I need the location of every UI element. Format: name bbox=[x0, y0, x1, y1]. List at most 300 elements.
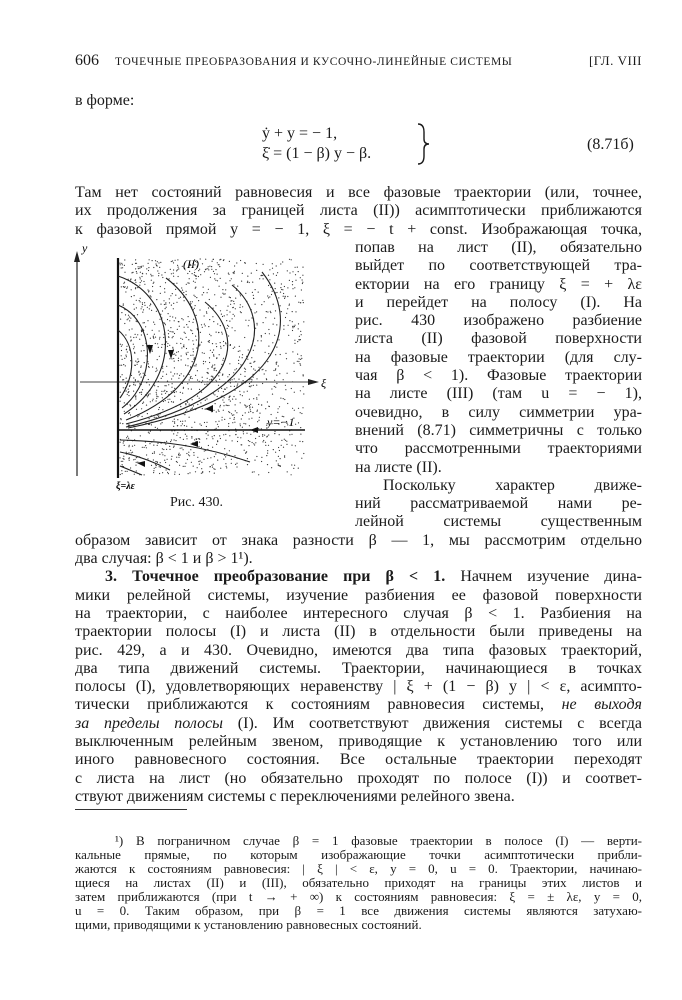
stipple-dot bbox=[292, 288, 293, 289]
stipple-dot bbox=[160, 262, 161, 263]
stipple-dot bbox=[276, 362, 277, 363]
stipple-dot bbox=[120, 474, 121, 475]
stipple-dot bbox=[245, 320, 246, 321]
stipple-dot bbox=[186, 438, 187, 439]
stipple-dot bbox=[149, 308, 150, 309]
stipple-dot bbox=[173, 331, 174, 332]
stipple-dot bbox=[153, 322, 154, 323]
stipple-dot bbox=[247, 359, 248, 360]
stipple-dot bbox=[297, 361, 298, 362]
stipple-dot bbox=[214, 273, 215, 274]
stipple-dot bbox=[176, 270, 177, 271]
footnote-line: кальные прямые, по которым изображающие точки асимптотически прибли- bbox=[75, 847, 642, 862]
stipple-dot bbox=[136, 307, 137, 308]
stipple-dot bbox=[130, 450, 131, 451]
stipple-dot bbox=[197, 467, 198, 468]
stipple-dot bbox=[219, 264, 220, 265]
stipple-dot bbox=[234, 347, 235, 348]
stipple-dot bbox=[210, 277, 211, 278]
stipple-dot bbox=[173, 354, 174, 355]
stipple-dot bbox=[125, 355, 126, 356]
stipple-dot bbox=[157, 265, 158, 266]
stipple-dot bbox=[196, 276, 197, 277]
stipple-dot bbox=[178, 276, 179, 277]
stipple-dot bbox=[276, 364, 277, 365]
text-line: чая β < 1). Фазовые траектории bbox=[355, 367, 642, 384]
text-segment: за пределы полосы bbox=[75, 714, 224, 732]
stipple-dot bbox=[286, 441, 287, 442]
stipple-dot bbox=[153, 267, 154, 268]
stipple-dot bbox=[192, 399, 193, 400]
stipple-dot bbox=[124, 445, 125, 446]
stipple-dot bbox=[129, 320, 130, 321]
stipple-dot bbox=[131, 289, 132, 290]
stipple-dot bbox=[259, 417, 260, 418]
stipple-dot bbox=[233, 301, 234, 302]
stipple-dot bbox=[261, 461, 262, 462]
stipple-dot bbox=[120, 392, 121, 393]
stipple-dot bbox=[161, 452, 162, 453]
stipple-dot bbox=[154, 451, 155, 452]
stipple-dot bbox=[201, 392, 202, 393]
stipple-dot bbox=[282, 261, 283, 262]
stipple-dot bbox=[302, 275, 303, 276]
stipple-dot bbox=[151, 310, 152, 311]
stipple-dot bbox=[136, 470, 137, 471]
stipple-dot bbox=[253, 295, 254, 296]
stipple-dot bbox=[136, 337, 137, 338]
trajectory bbox=[118, 276, 165, 414]
text-line: рис. 429, а и 430. Очевидно, имеются два типа фазовых траекторий, bbox=[75, 641, 642, 659]
stipple-dot bbox=[276, 347, 277, 348]
stipple-dot bbox=[253, 385, 254, 386]
stipple-dot bbox=[155, 464, 156, 465]
stipple-dot bbox=[123, 458, 124, 459]
stipple-dot bbox=[268, 353, 269, 354]
stipple-dot bbox=[227, 306, 228, 307]
stipple-dot bbox=[163, 371, 164, 372]
stipple-dot bbox=[301, 355, 302, 356]
stipple-dot bbox=[167, 319, 168, 320]
stipple-dot bbox=[185, 463, 186, 464]
stipple-dot bbox=[255, 304, 256, 305]
text-line: на листе (III) (там u = − 1), bbox=[355, 385, 642, 403]
stipple-dot bbox=[249, 441, 250, 442]
text-line: ектории на его границу ξ = + λε bbox=[355, 275, 642, 293]
stipple-dot bbox=[158, 409, 159, 410]
stipple-dot bbox=[131, 452, 132, 453]
stipple-dot bbox=[153, 459, 154, 460]
text-line: что рассмотренными траекториями bbox=[355, 440, 642, 458]
stipple-dot bbox=[265, 352, 266, 353]
stipple-dot bbox=[158, 414, 159, 415]
stipple-dot bbox=[182, 421, 183, 422]
stipple-dot bbox=[278, 365, 279, 366]
stipple-dot bbox=[232, 399, 233, 400]
stipple-dot bbox=[269, 333, 270, 334]
stipple-dot bbox=[176, 343, 177, 344]
stipple-dot bbox=[188, 454, 189, 455]
stipple-dot bbox=[223, 410, 224, 411]
stipple-dot bbox=[141, 330, 142, 331]
stipple-dot bbox=[186, 354, 187, 355]
stipple-dot bbox=[237, 385, 238, 386]
stipple-dot bbox=[228, 405, 229, 406]
stipple-dot bbox=[207, 268, 208, 269]
stipple-dot bbox=[191, 462, 192, 463]
chapter-label: [ГЛ. VIII bbox=[588, 53, 642, 68]
stipple-dot bbox=[202, 352, 203, 353]
stipple-dot bbox=[267, 295, 268, 296]
stipple-dot bbox=[261, 336, 262, 337]
stipple-dot bbox=[157, 462, 158, 463]
stipple-dot bbox=[166, 374, 167, 375]
stipple-dot bbox=[159, 338, 160, 339]
stipple-dot bbox=[162, 472, 163, 473]
stipple-dot bbox=[289, 434, 290, 435]
stipple-dot bbox=[141, 334, 142, 335]
stipple-dot bbox=[150, 295, 151, 296]
stipple-dot bbox=[148, 270, 149, 271]
stipple-dot bbox=[217, 460, 218, 461]
stipple-dot bbox=[163, 300, 164, 301]
stipple-dot bbox=[197, 370, 198, 371]
stipple-dot bbox=[276, 383, 277, 384]
stipple-dot bbox=[284, 457, 285, 458]
stipple-dot bbox=[123, 441, 124, 442]
stipple-dot bbox=[235, 298, 236, 299]
stipple-dot bbox=[155, 263, 156, 264]
stipple-dot bbox=[228, 326, 229, 327]
stipple-dot bbox=[249, 425, 250, 426]
stipple-dot bbox=[231, 300, 232, 301]
stipple-dot bbox=[187, 352, 188, 353]
stipple-dot bbox=[166, 385, 167, 386]
stipple-dot bbox=[170, 331, 171, 332]
stipple-dot bbox=[250, 411, 251, 412]
stipple-dot bbox=[154, 417, 155, 418]
stipple-dot bbox=[262, 436, 263, 437]
stipple-dot bbox=[298, 468, 299, 469]
stipple-dot bbox=[235, 464, 236, 465]
stipple-dot bbox=[244, 450, 245, 451]
stipple-dot bbox=[270, 311, 271, 312]
stipple-dot bbox=[255, 438, 256, 439]
stipple-dot bbox=[168, 333, 169, 334]
stipple-dot bbox=[231, 278, 232, 279]
stipple-dot bbox=[119, 263, 120, 264]
stipple-dot bbox=[211, 376, 212, 377]
stipple-dot bbox=[283, 293, 284, 294]
stipple-dot bbox=[171, 401, 172, 402]
stipple-dot bbox=[129, 445, 130, 446]
stipple-dot bbox=[295, 274, 296, 275]
stipple-dot bbox=[178, 454, 179, 455]
stipple-dot bbox=[223, 459, 224, 460]
stipple-dot bbox=[225, 283, 226, 284]
stipple-dot bbox=[223, 341, 224, 342]
stipple-dot bbox=[276, 460, 277, 461]
stipple-dot bbox=[220, 297, 221, 298]
stipple-dot bbox=[127, 319, 128, 320]
stipple-dot bbox=[183, 375, 184, 376]
stipple-dot bbox=[246, 433, 247, 434]
stipple-dot bbox=[213, 410, 214, 411]
stipple-dot bbox=[122, 464, 123, 465]
stipple-dot bbox=[177, 265, 178, 266]
stipple-dot bbox=[219, 406, 220, 407]
stipple-dot bbox=[164, 455, 165, 456]
stipple-dot bbox=[258, 367, 259, 368]
stipple-dot bbox=[135, 396, 136, 397]
stipple-dot bbox=[273, 324, 274, 325]
stipple-dot bbox=[147, 334, 148, 335]
stipple-dot bbox=[164, 385, 165, 386]
stipple-dot bbox=[256, 323, 257, 324]
stipple-dot bbox=[298, 271, 299, 272]
stipple-dot bbox=[130, 279, 131, 280]
stipple-dot bbox=[244, 262, 245, 263]
stipple-dot bbox=[254, 444, 255, 445]
stipple-dot bbox=[199, 389, 200, 390]
stipple-dot bbox=[178, 268, 179, 269]
stipple-dot bbox=[209, 319, 210, 320]
stipple-dot bbox=[278, 297, 279, 298]
stipple-dot bbox=[171, 358, 172, 359]
stipple-dot bbox=[141, 377, 142, 378]
stipple-dot bbox=[220, 348, 221, 349]
stipple-dot bbox=[292, 321, 293, 322]
stipple-dot bbox=[140, 435, 141, 436]
stipple-dot bbox=[276, 324, 277, 325]
stipple-dot bbox=[279, 373, 280, 374]
stipple-dot bbox=[223, 402, 224, 403]
stipple-dot bbox=[160, 304, 161, 305]
stipple-dot bbox=[256, 311, 257, 312]
stipple-dot bbox=[301, 358, 302, 359]
stipple-dot bbox=[142, 312, 143, 313]
stipple-dot bbox=[168, 384, 169, 385]
stipple-dot bbox=[258, 420, 259, 421]
stipple-dot bbox=[298, 422, 299, 423]
stipple-dot bbox=[133, 459, 134, 460]
stipple-dot bbox=[234, 369, 235, 370]
stipple-dot bbox=[217, 441, 218, 442]
stipple-dot bbox=[219, 259, 220, 260]
stipple-dot bbox=[217, 262, 218, 263]
stipple-dot bbox=[142, 416, 143, 417]
stipple-dot bbox=[234, 417, 235, 418]
stipple-dot bbox=[199, 442, 200, 443]
stipple-dot bbox=[156, 394, 157, 395]
stipple-dot bbox=[294, 392, 295, 393]
stipple-dot bbox=[244, 337, 245, 338]
stipple-dot bbox=[171, 331, 172, 332]
stipple-dot bbox=[248, 412, 249, 413]
stipple-dot bbox=[206, 313, 207, 314]
stipple-dot bbox=[192, 273, 193, 274]
stipple-dot bbox=[252, 442, 253, 443]
stipple-dot bbox=[255, 442, 256, 443]
stipple-dot bbox=[174, 392, 175, 393]
stipple-dot bbox=[159, 454, 160, 455]
stipple-dot bbox=[158, 386, 159, 387]
stipple-dot bbox=[249, 405, 250, 406]
trajectory bbox=[120, 440, 250, 462]
text-line: ствуют движениям системы с переключениями релейного звена. bbox=[75, 787, 515, 805]
stipple-dot bbox=[152, 330, 153, 331]
stipple-dot bbox=[190, 301, 191, 302]
stipple-dot bbox=[219, 435, 220, 436]
stipple-dot bbox=[287, 403, 288, 404]
stipple-dot bbox=[174, 419, 175, 420]
stipple-dot bbox=[193, 281, 194, 282]
stipple-dot bbox=[127, 286, 128, 287]
stippled-region-ii bbox=[119, 258, 304, 475]
stipple-dot bbox=[275, 354, 276, 355]
stipple-dot bbox=[204, 450, 205, 451]
stipple-dot bbox=[192, 378, 193, 379]
stipple-dot bbox=[283, 447, 284, 448]
stipple-dot bbox=[244, 404, 245, 405]
stipple-dot bbox=[281, 283, 282, 284]
stipple-dot bbox=[226, 467, 227, 468]
stipple-dot bbox=[151, 465, 152, 466]
footnote-line: щиеся на листах (II) и (III), обязательно приходят на границы этих листов и bbox=[75, 875, 642, 890]
stipple-dot bbox=[173, 262, 174, 263]
stipple-dot bbox=[149, 305, 150, 306]
stipple-dot bbox=[174, 396, 175, 397]
stipple-dot bbox=[139, 277, 140, 278]
stipple-dot bbox=[284, 399, 285, 400]
stipple-dot bbox=[123, 387, 124, 388]
stipple-dot bbox=[241, 312, 242, 313]
stipple-dot bbox=[166, 391, 167, 392]
stipple-dot bbox=[138, 268, 139, 269]
stipple-dot bbox=[192, 340, 193, 341]
stipple-dot bbox=[165, 444, 166, 445]
stipple-dot bbox=[242, 415, 243, 416]
stipple-dot bbox=[182, 393, 183, 394]
stipple-dot bbox=[156, 400, 157, 401]
stipple-dot bbox=[159, 466, 160, 467]
stipple-dot bbox=[274, 386, 275, 387]
stipple-dot bbox=[254, 345, 255, 346]
stipple-dot bbox=[169, 446, 170, 447]
stipple-dot bbox=[163, 391, 164, 392]
stipple-dot bbox=[127, 471, 128, 472]
boundary-label: ξ=λε bbox=[116, 481, 135, 492]
stipple-dot bbox=[238, 360, 239, 361]
stipple-dot bbox=[244, 371, 245, 372]
stipple-dot bbox=[146, 355, 147, 356]
stipple-dot bbox=[293, 363, 294, 364]
stipple-dot bbox=[204, 324, 205, 325]
stipple-dot bbox=[185, 434, 186, 435]
stipple-dot bbox=[278, 339, 279, 340]
stipple-dot bbox=[236, 412, 237, 413]
stipple-dot bbox=[224, 389, 225, 390]
stipple-dot bbox=[300, 331, 301, 332]
stipple-dot bbox=[159, 267, 160, 268]
stipple-dot bbox=[180, 338, 181, 339]
stipple-dot bbox=[122, 359, 123, 360]
stipple-dot bbox=[184, 414, 185, 415]
stipple-dot bbox=[142, 273, 143, 274]
stipple-dot bbox=[200, 460, 201, 461]
stipple-dot bbox=[168, 330, 169, 331]
stipple-dot bbox=[216, 411, 217, 412]
stipple-dot bbox=[295, 267, 296, 268]
stipple-dot bbox=[122, 473, 123, 474]
stipple-dot bbox=[182, 423, 183, 424]
stipple-dot bbox=[148, 394, 149, 395]
stipple-dot bbox=[301, 334, 302, 335]
stipple-dot bbox=[251, 385, 252, 386]
stipple-dot bbox=[129, 412, 130, 413]
stipple-dot bbox=[143, 309, 144, 310]
stipple-dot bbox=[190, 303, 191, 304]
stipple-dot bbox=[165, 304, 166, 305]
stipple-dot bbox=[256, 263, 257, 264]
stipple-dot bbox=[223, 391, 224, 392]
footnote-line: u = 0. Таким образом, при β = 1 все движения системы являются затухаю- bbox=[75, 903, 642, 918]
stipple-dot bbox=[192, 355, 193, 356]
stipple-dot bbox=[193, 452, 194, 453]
stipple-dot bbox=[258, 474, 259, 475]
stipple-dot bbox=[265, 333, 266, 334]
stipple-dot bbox=[245, 412, 246, 413]
stipple-dot bbox=[134, 445, 135, 446]
stipple-dot bbox=[178, 457, 179, 458]
stipple-dot bbox=[216, 343, 217, 344]
stipple-dot bbox=[242, 354, 243, 355]
stipple-dot bbox=[178, 378, 179, 379]
stipple-dot bbox=[215, 421, 216, 422]
stipple-dot bbox=[278, 408, 279, 409]
stipple-dot bbox=[183, 319, 184, 320]
stipple-dot bbox=[230, 386, 231, 387]
stipple-dot bbox=[180, 297, 181, 298]
stipple-dot bbox=[258, 404, 259, 405]
stipple-dot bbox=[190, 355, 191, 356]
stipple-dot bbox=[174, 367, 175, 368]
stipple-dot bbox=[257, 421, 258, 422]
stipple-dot bbox=[120, 319, 121, 320]
stipple-dot bbox=[169, 358, 170, 359]
stipple-dot bbox=[235, 399, 236, 400]
stipple-dot bbox=[190, 378, 191, 379]
stipple-dot bbox=[257, 324, 258, 325]
stipple-dot bbox=[196, 439, 197, 440]
stipple-dot bbox=[230, 401, 231, 402]
stipple-dot bbox=[154, 385, 155, 386]
stipple-dot bbox=[181, 355, 182, 356]
stipple-dot bbox=[157, 396, 158, 397]
stipple-dot bbox=[261, 275, 262, 276]
stipple-dot bbox=[274, 431, 275, 432]
stipple-dot bbox=[172, 383, 173, 384]
stipple-dot bbox=[280, 305, 281, 306]
stipple-dot bbox=[128, 458, 129, 459]
stipple-dot bbox=[275, 369, 276, 370]
stipple-dot bbox=[121, 286, 122, 287]
stipple-dot bbox=[223, 358, 224, 359]
stipple-dot bbox=[206, 422, 207, 423]
stipple-dot bbox=[141, 350, 142, 351]
stipple-dot bbox=[225, 434, 226, 435]
stipple-dot bbox=[177, 373, 178, 374]
